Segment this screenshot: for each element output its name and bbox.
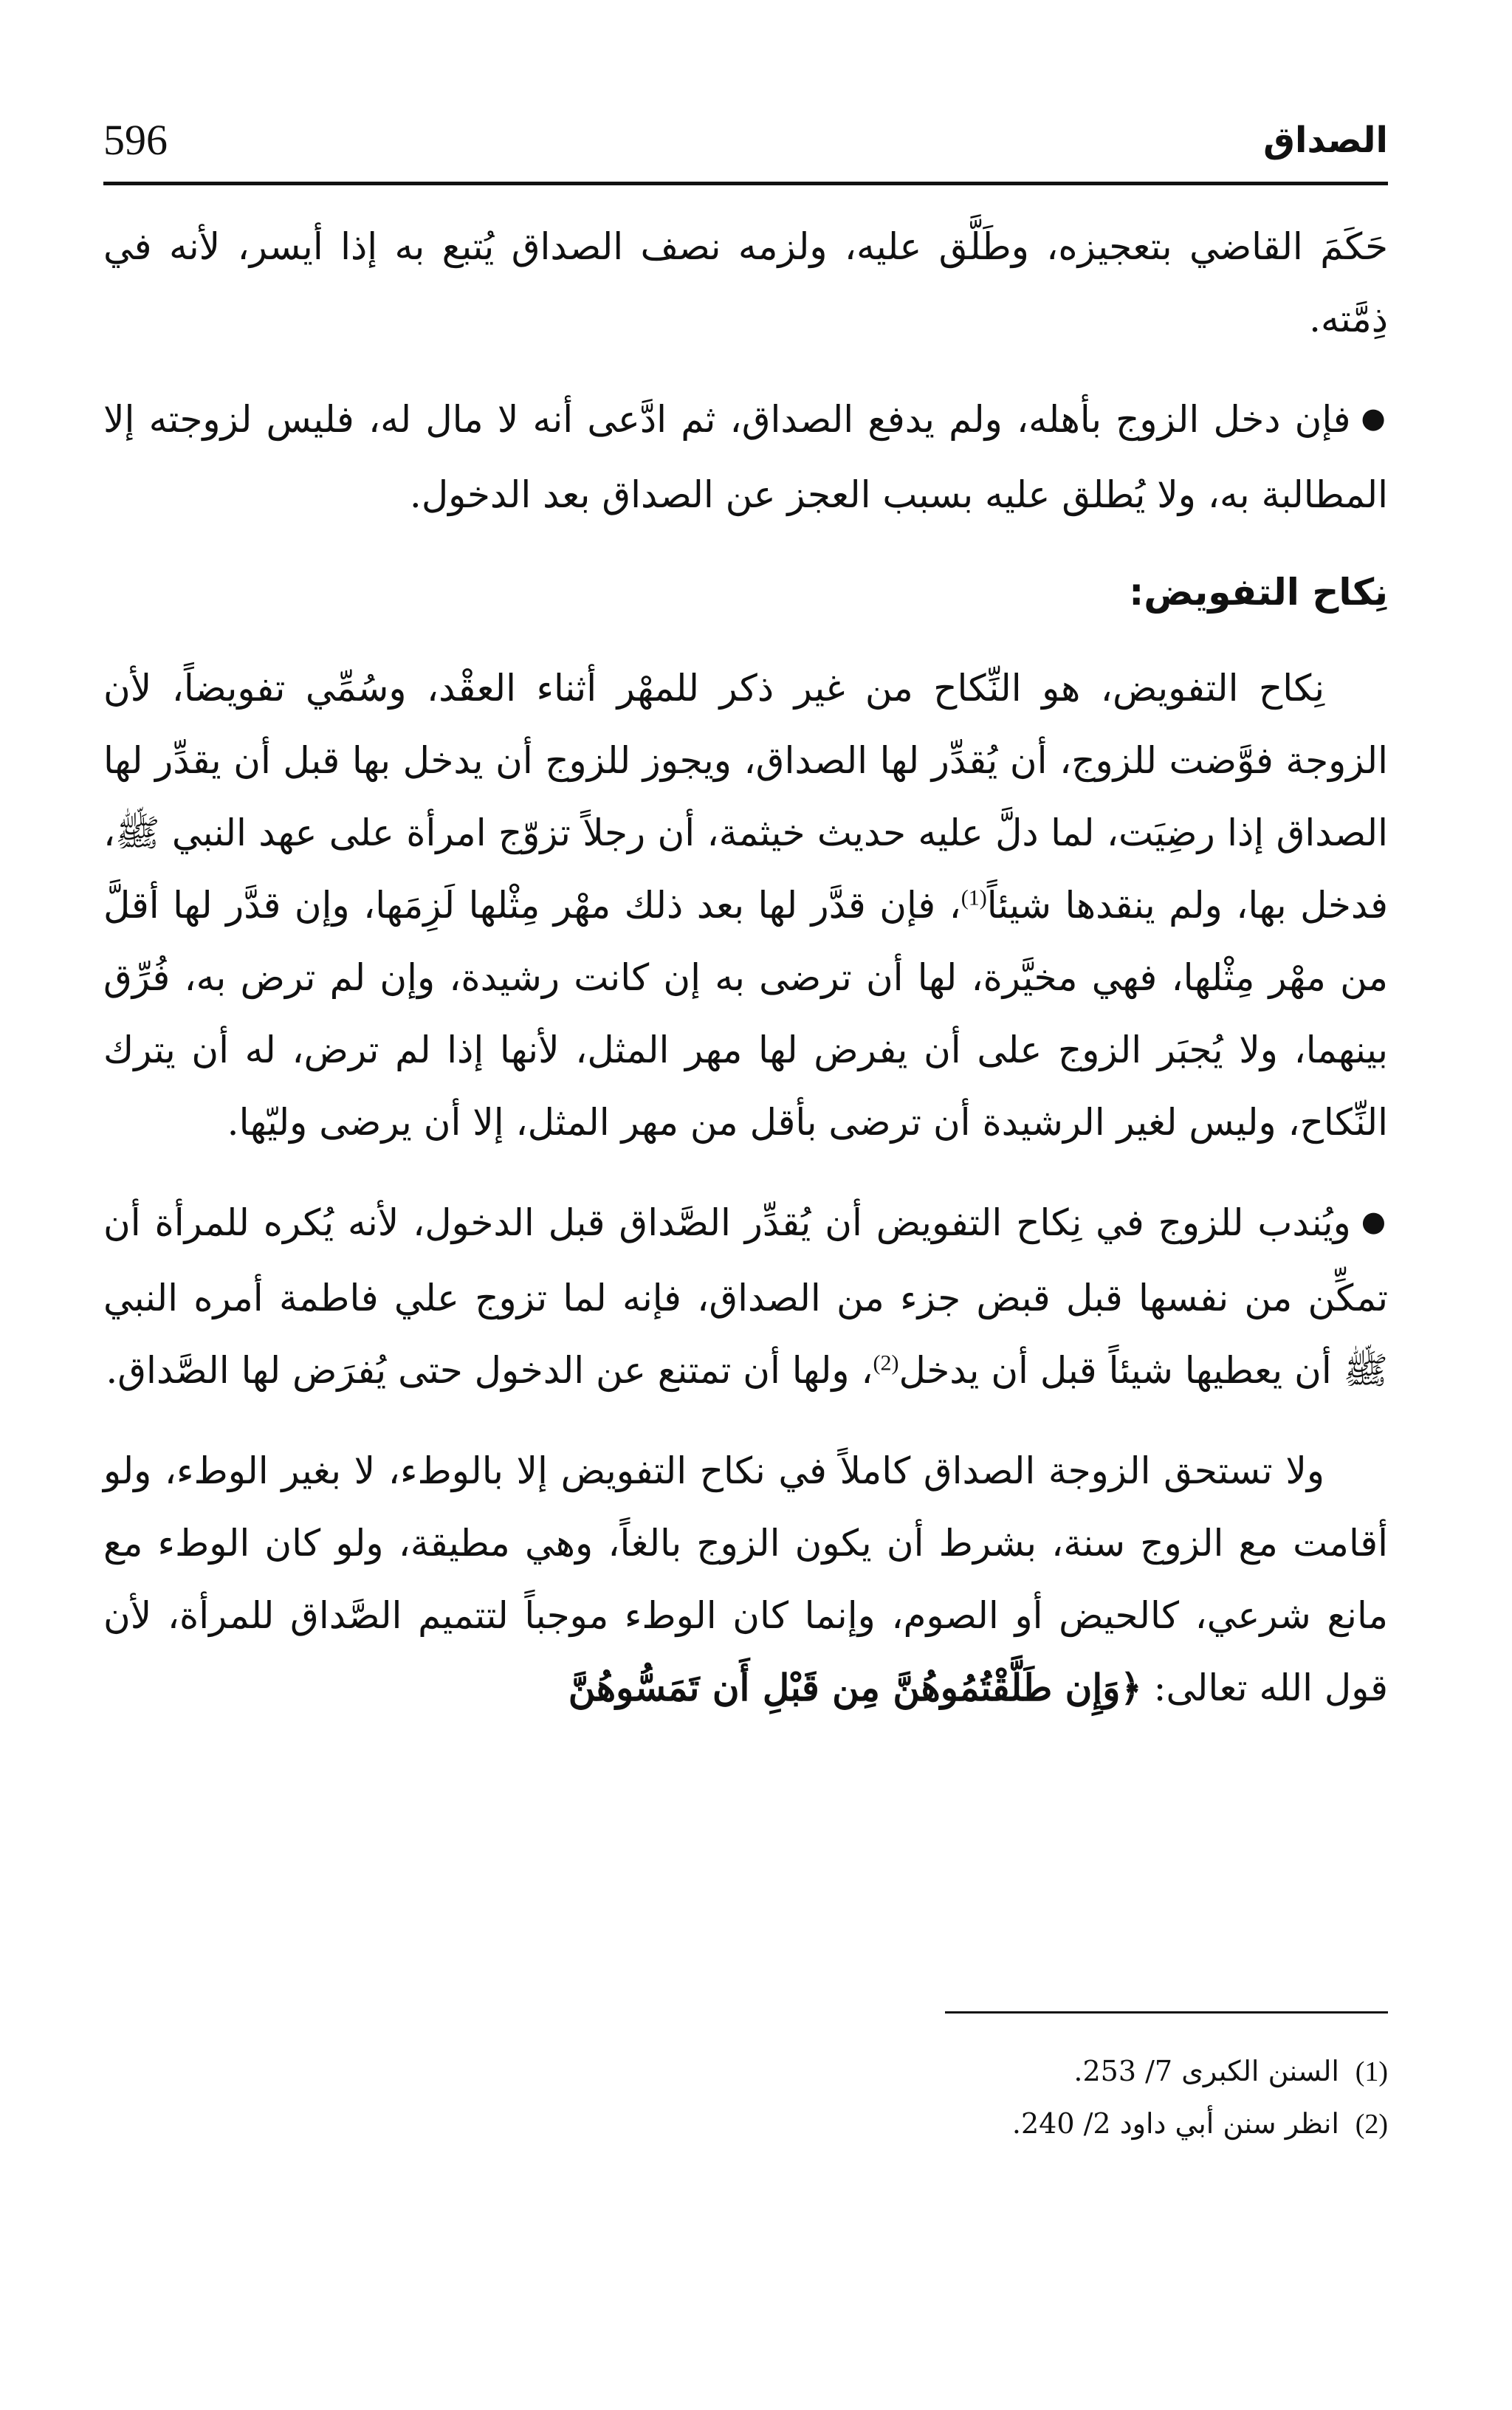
paragraph-tafwid-definition <box>103 652 1388 1158</box>
page-number: 596 <box>103 116 168 164</box>
main-text <box>103 210 1388 1752</box>
paragraph-text: ، فإن قدَّر لها بعد ذلك مهْر مِثْلها لَزِمَها، وإن قدَّر لها أقلَّ من مهْر مِثْلها، فهي مخيَّرة، لها أن ترضى به إن كانت رشيدة، وإن لم ترض به، فُرِّق بينهما، ولا يُجبَر الزوج على أن يفرض لها مهر المثل، لأنها إذا لم ترض، له أن يترك النِّكاح، وليس لغير الرشيدة أن ترضى بأقل من مهر المثل، إلا أن يرضى وليّها. <box>103 884 1388 1144</box>
header-rule <box>103 182 1388 185</box>
footnote-reference-1[interactable]: (1) <box>961 885 987 910</box>
chapter-title: الصداق <box>1263 120 1388 161</box>
paragraph-text: ويُندب للزوج في نِكاح التفويض أن يُقدِّر الصَّداق قبل الدخول، لأنه يُكره للمرأة أن تمكِّن من نفسها قبل قبض جزء من الصداق، فإنه لما تزوج علي فاطمة أمره النبي ﷺ أن يعطيها شيئاً قبل أن يدخل <box>103 1201 1388 1392</box>
paragraph-text: نِكاح التفويض، هو النِّكاح من غير ذكر للمهْر أثناء العقْد، وسُمِّي تفويضاً، لأن الزوجة فوَّضت للزوج، أن يُقدِّر لها الصداق، ويجوز للزوج أن يدخل بها قبل أن يقدِّر لها الصداق إذا رضِيَت، لما دلَّ عليه حديث خيثمة، أن رجلاً تزوّج امرأة على عهد النبي ﷺ، فدخل بها، ولم ينقدها شيئاً <box>103 667 1388 927</box>
paragraph-continuation <box>103 210 1388 355</box>
footnote-reference-2[interactable]: (2) <box>873 1350 899 1376</box>
bullet-icon: ● <box>1361 1205 1388 1237</box>
footnote-1 <box>281 2045 1388 2098</box>
footnotes <box>281 2045 1388 2150</box>
paragraph-bullet-1 <box>103 383 1388 531</box>
paragraph-bullet-2 <box>103 1187 1388 1407</box>
footnote-number: (2) <box>1355 2109 1388 2140</box>
paragraph-text: فإن دخل الزوج بأهله، ولم يدفع الصداق، ثم ادَّعى أنه لا مال له، فليس لزوجته إلا المطالبة به، ولا يُطلق عليه بسبب العجز عن الصداق بعد الدخول. <box>103 398 1388 516</box>
footnote-text: انظر سنن أبي داود 2/ 240. <box>1011 2107 1339 2140</box>
paragraph-text: حَكَمَ القاضي بتعجيزه، وطَلَّق عليه، ولزمه نصف الصداق يُتبع به إذا أيسر، لأنه في ذِمَّته. <box>103 225 1388 340</box>
bullet-icon: ● <box>1361 402 1388 434</box>
section-heading: نِكاح التفويض: <box>1129 571 1388 614</box>
paragraph-text: ولا تستحق الزوجة الصداق كاملاً في نكاح التفويض إلا بالوطء، لا بغير الوطء، ولو أقامت مع الزوج سنة، بشرط أن يكون الزوج بالغاً، وهي مطيقة، ولو كان الوطء مع مانع شرعي، كالحيض أو الصوم، وإنما كان الوطء موجباً لتتميم الصَّداق للمرأة، لأن قول الله تعالى: <box>103 1449 1388 1709</box>
paragraph-text: ، ولها أن تمتنع عن الدخول حتى يُفرَض لها الصَّداق. <box>106 1349 873 1392</box>
running-header <box>103 111 1388 170</box>
footnote-2 <box>281 2098 1388 2150</box>
footnote-rule <box>945 2011 1388 2014</box>
footnote-number: (1) <box>1355 2056 1388 2087</box>
footnote-text: السنن الكبرى 7/ 253. <box>1073 2055 1339 2087</box>
paragraph-full-dowry <box>103 1435 1388 1724</box>
quran-verse: ﴿وَإِن طَلَّقْتُمُوهُنَّ مِن قَبْلِ أَن تَمَسُّوهُنَّ <box>568 1666 1142 1709</box>
